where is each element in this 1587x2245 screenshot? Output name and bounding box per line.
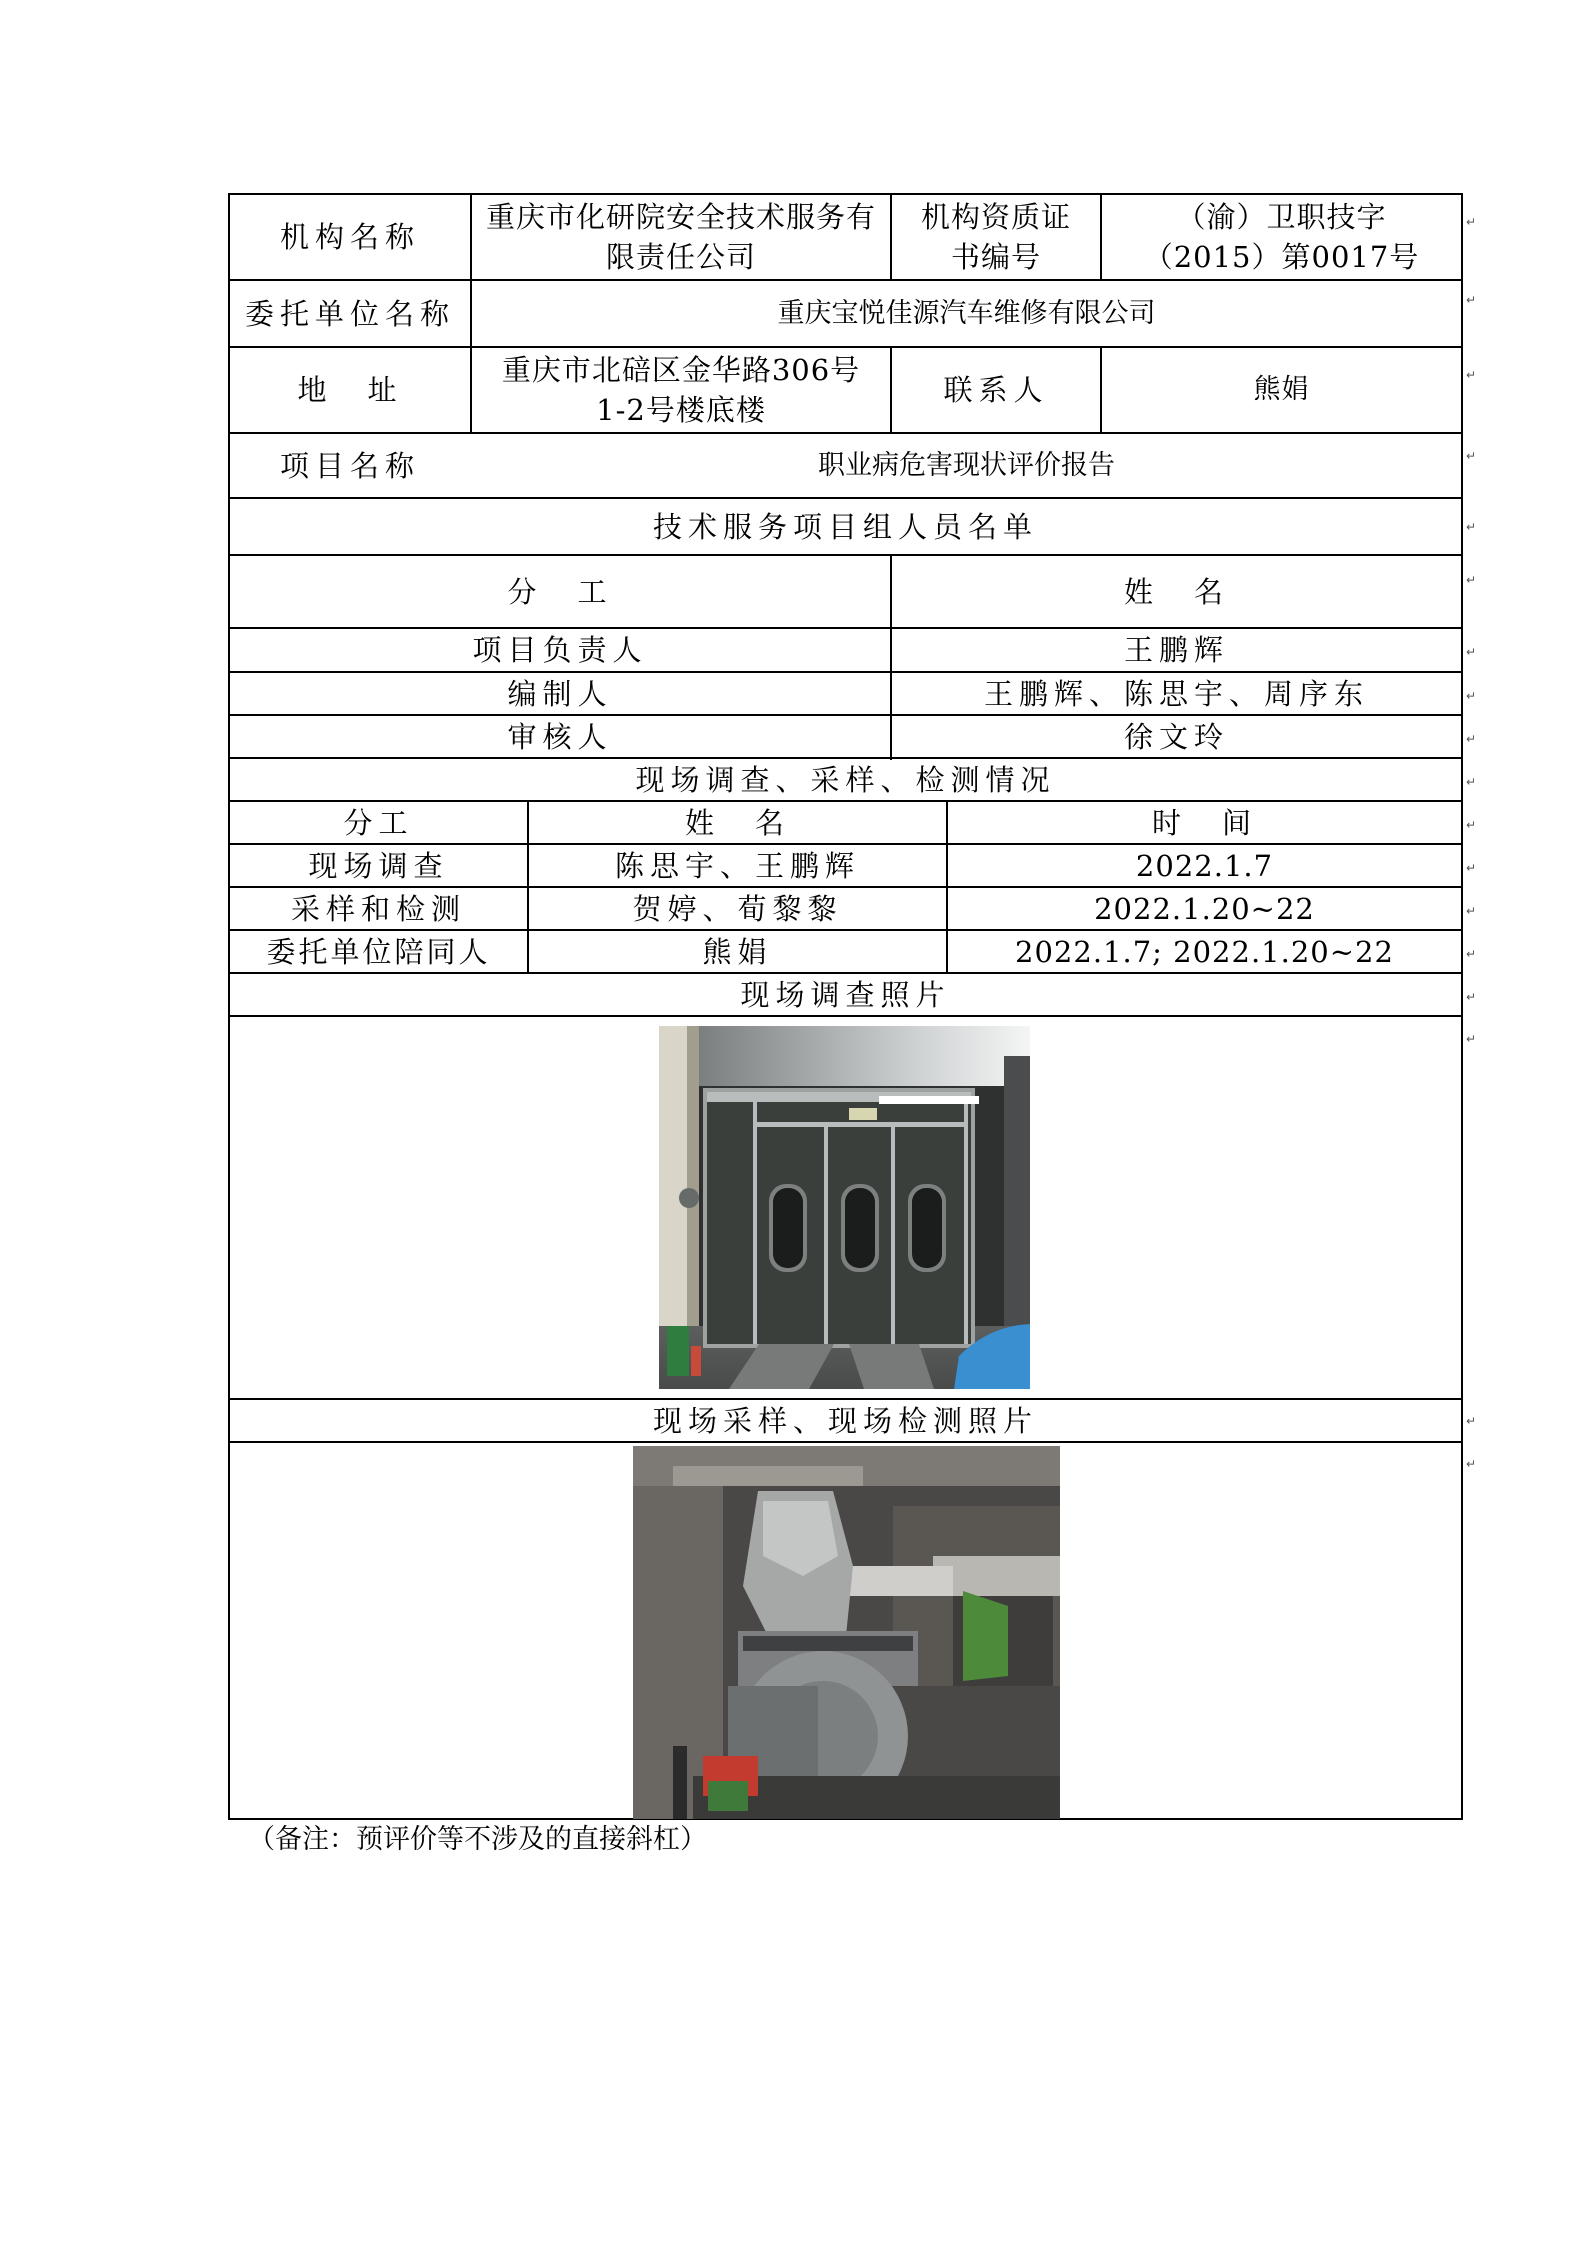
client-name: 重庆宝悦佳源汽车维修有限公司 xyxy=(777,297,1156,329)
paragraph-mark: ↵ xyxy=(1466,520,1477,534)
paragraph-mark: ↵ xyxy=(1466,1457,1477,1471)
contact-value: 熊娟 xyxy=(1253,374,1310,405)
field-role: 采样和检测 xyxy=(290,891,466,926)
paragraph-mark: ↵ xyxy=(1466,904,1477,918)
field-role: 委托单位陪同人 xyxy=(266,934,491,969)
team-name: 徐文玲 xyxy=(1123,719,1229,754)
paragraph-mark: ↵ xyxy=(1466,732,1477,746)
row-divider xyxy=(228,1015,1463,1017)
team-section-title: 技术服务项目组人员名单 xyxy=(652,509,1038,544)
paragraph-mark: ↵ xyxy=(1466,573,1477,587)
paragraph-mark: ↵ xyxy=(1466,293,1477,307)
field-name: 贺婷、荀黎黎 xyxy=(632,891,843,926)
institution-name: 重庆市化研院安全技术服务有限责任公司 xyxy=(486,200,877,274)
field-col-name: 姓 名 xyxy=(684,805,790,840)
field-time: 2022.1.20~22 xyxy=(1094,891,1315,926)
cert-number: （渝）卫职技字（2015）第0017号 xyxy=(1143,200,1420,274)
field-time: 2022.1.7 xyxy=(1135,848,1274,883)
paragraph-mark: ↵ xyxy=(1466,449,1477,463)
paragraph-mark: ↵ xyxy=(1466,645,1477,659)
paragraph-mark: ↵ xyxy=(1466,1032,1477,1046)
field-name: 熊娟 xyxy=(702,934,773,969)
team-col-name: 姓 名 xyxy=(1123,574,1229,609)
field-col-time: 时 间 xyxy=(1151,805,1257,840)
field-time: 2022.1.7; 2022.1.20~22 xyxy=(1015,934,1394,969)
paragraph-mark: ↵ xyxy=(1466,689,1477,703)
team-col-role: 分 工 xyxy=(507,574,613,609)
paragraph-mark: ↵ xyxy=(1466,1414,1477,1428)
sampling-photo-title: 现场采样、现场检测照片 xyxy=(652,1403,1038,1438)
sampling-photo xyxy=(633,1446,1060,1819)
paragraph-mark: ↵ xyxy=(1466,775,1477,789)
paragraph-mark: ↵ xyxy=(1466,215,1477,229)
team-name: 王鹏辉 xyxy=(1123,633,1229,667)
client-label: 委托单位名称 xyxy=(244,296,455,331)
table-right-border xyxy=(1461,193,1463,1820)
team-name: 王鹏辉、陈思宇、周序东 xyxy=(983,676,1369,711)
project-label: 项目名称 xyxy=(279,448,420,483)
paragraph-mark: ↵ xyxy=(1466,368,1477,382)
survey-photo xyxy=(659,1026,1030,1389)
footnote: （备注：预评价等不涉及的直接斜杠） xyxy=(248,1824,707,1855)
field-role: 现场调查 xyxy=(308,848,449,883)
team-role: 编制人 xyxy=(507,676,613,711)
address-value: 重庆市北碚区金华路306号1-2号楼底楼 xyxy=(501,353,861,427)
field-col-role: 分工 xyxy=(343,805,414,840)
paragraph-mark: ↵ xyxy=(1466,990,1477,1004)
row-divider xyxy=(228,1441,1463,1443)
team-role: 项目负责人 xyxy=(472,633,648,667)
team-role: 审核人 xyxy=(507,719,613,754)
project-name: 职业病危害现状评价报告 xyxy=(818,449,1115,481)
field-section-title: 现场调查、采样、检测情况 xyxy=(635,762,1056,797)
institution-label: 机构名称 xyxy=(279,220,420,254)
cert-label: 机构资质证书编号 xyxy=(920,200,1071,274)
field-name: 陈思宇、王鹏辉 xyxy=(614,848,860,883)
address-label: 地 址 xyxy=(297,373,403,407)
survey-photo-title: 现场调查照片 xyxy=(740,977,951,1012)
paragraph-mark: ↵ xyxy=(1466,861,1477,875)
paragraph-mark: ↵ xyxy=(1466,947,1477,961)
paragraph-mark: ↵ xyxy=(1466,818,1477,832)
contact-label: 联系人 xyxy=(943,373,1049,407)
